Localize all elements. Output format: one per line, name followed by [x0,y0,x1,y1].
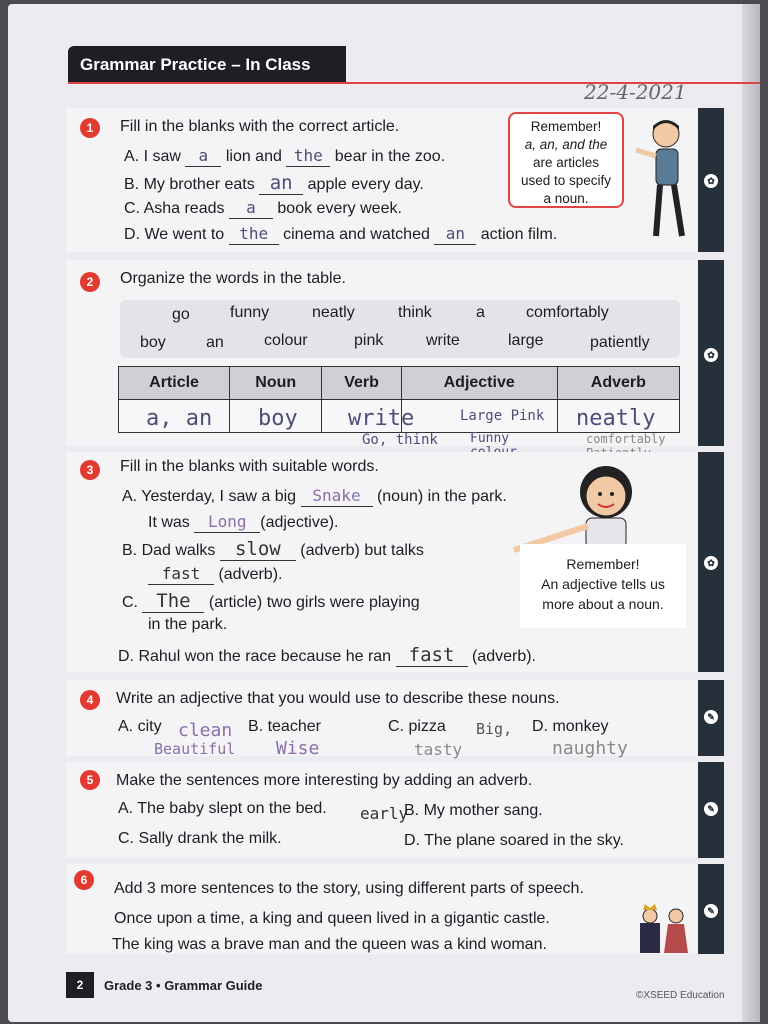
handwritten-answer: Funny [470,431,510,446]
workbook-page [8,4,760,1022]
question-prompt: Fill in the blanks with suitable words. [120,458,379,475]
word: large [508,332,544,349]
king-queen-illustration [634,904,692,954]
handwritten-answer: Large Pink [460,408,545,424]
word: a [476,304,485,321]
table-header: Verb [322,367,401,400]
copyright: ©XSEED Education [636,990,725,1001]
section-1-band [698,108,724,252]
handwritten-answer: a, an [146,406,213,431]
page-number: 2 [66,972,94,998]
q5-item-a: A. The baby slept on the bed. [118,800,327,817]
q3-item-c: C. The (article) two girls were playing [122,590,420,612]
pencil-icon: ✎ [704,710,718,724]
question-number: 5 [80,770,100,790]
handwritten-answer: comfortably [586,432,666,446]
section-2-band [698,260,724,446]
word: comfortably [526,304,609,321]
table-header: Adverb [557,367,679,400]
gear-icon: ✿ [704,348,718,362]
pencil-icon: ✎ [704,904,718,918]
word: colour [264,332,308,349]
q5-item-b: B. My mother sang. [404,802,543,819]
q1-item-c: C. Asha reads a book every week. [124,198,402,217]
handwritten-answer: tasty [414,740,463,759]
word: funny [230,304,270,321]
pencil-icon: ✎ [704,802,718,816]
handwritten-answer: Beautiful [154,740,236,758]
book-title: Grade 3 • Grammar Guide [104,978,263,993]
word: pink [354,332,384,349]
word: go [172,306,190,323]
word: an [206,334,224,351]
table-header: Article [119,367,230,400]
question-number: 6 [74,870,94,890]
word: patiently [590,334,650,351]
q3-item-a: A. Yesterday, I saw a big Snake (noun) in the park. [122,486,507,505]
q4-item-b: B. teacher [248,718,321,735]
handwritten-answer: early [360,804,409,823]
handwritten-answer: write [348,406,415,431]
page-edge-shadow [742,4,760,1022]
section-4-band [698,680,724,756]
q5-item-d: D. The plane soared in the sky. [404,832,624,849]
handwritten-date: 22-4-2021 [584,80,687,104]
question-prompt: Fill in the blanks with the correct article. [120,118,400,135]
handwritten-answer: clean [178,720,233,741]
q1-item-a: A. I saw a lion and the bear in the zoo. [124,146,446,165]
q4-item-a: A. city [118,718,162,735]
story-line-1: Once upon a time, a king and queen lived in a gigantic castle. [114,910,550,927]
story-line-2: The king was a brave man and the queen was a kind woman. [112,936,547,953]
section-6-band [698,864,724,954]
q4-item-c: C. pizza [388,718,446,735]
section-3-band [698,452,724,672]
q3-item-b: B. Dad walks slow (adverb) but talks [122,538,424,560]
gear-icon: ✿ [704,174,718,188]
q3-item-a-line2: It was Long (adjective). [148,512,339,531]
q3-item-d: D. Rahul won the race because he ran fast (adverb). [118,644,536,666]
boy-illustration [630,116,692,248]
handwritten-answer: naughty [552,738,628,759]
word: boy [140,334,166,351]
section-5-band [698,762,724,858]
q5-item-c: C. Sally drank the milk. [118,830,282,847]
table-header: Noun [230,367,322,400]
handwritten-answer: Go, think [362,432,438,448]
q3-item-c-line2: in the park. [148,616,228,633]
q1-item-b: B. My brother eats an apple every day. [124,172,424,194]
question-number: 1 [80,118,100,138]
question-prompt: Make the sentences more interesting by adding an adverb. [116,772,533,789]
table-header: Adjective [401,367,557,400]
handwritten-answer: Big, [476,720,513,738]
question-number: 4 [80,690,100,710]
question-number: 2 [80,272,100,292]
word: neatly [312,304,355,321]
gear-icon: ✿ [704,556,718,570]
page-title: Grammar Practice – In Class [68,46,346,84]
girl-illustration [508,460,648,556]
handwritten-answer: Wise [276,738,320,759]
question-number: 3 [80,460,100,480]
q4-item-d: D. monkey [532,718,609,735]
question-prompt: Write an adjective that you would use to describe these nouns. [116,690,560,707]
remember-note-articles: Remember! a, an, and the are articles used to specify a noun. [508,112,624,208]
q3-item-b-line2: fast (adverb). [148,564,282,585]
q1-item-d: D. We went to the cinema and watched an action film. [124,224,558,243]
question-prompt: Add 3 more sentences to the story, using different parts of speech. [114,880,584,897]
question-prompt: Organize the words in the table. [120,270,346,287]
remember-note-adjective: Remember! An adjective tells us more about a noun. [520,544,686,628]
handwritten-answer: boy [258,406,298,431]
handwritten-answer: neatly [576,406,656,431]
word: write [426,332,460,349]
word: think [398,304,432,321]
